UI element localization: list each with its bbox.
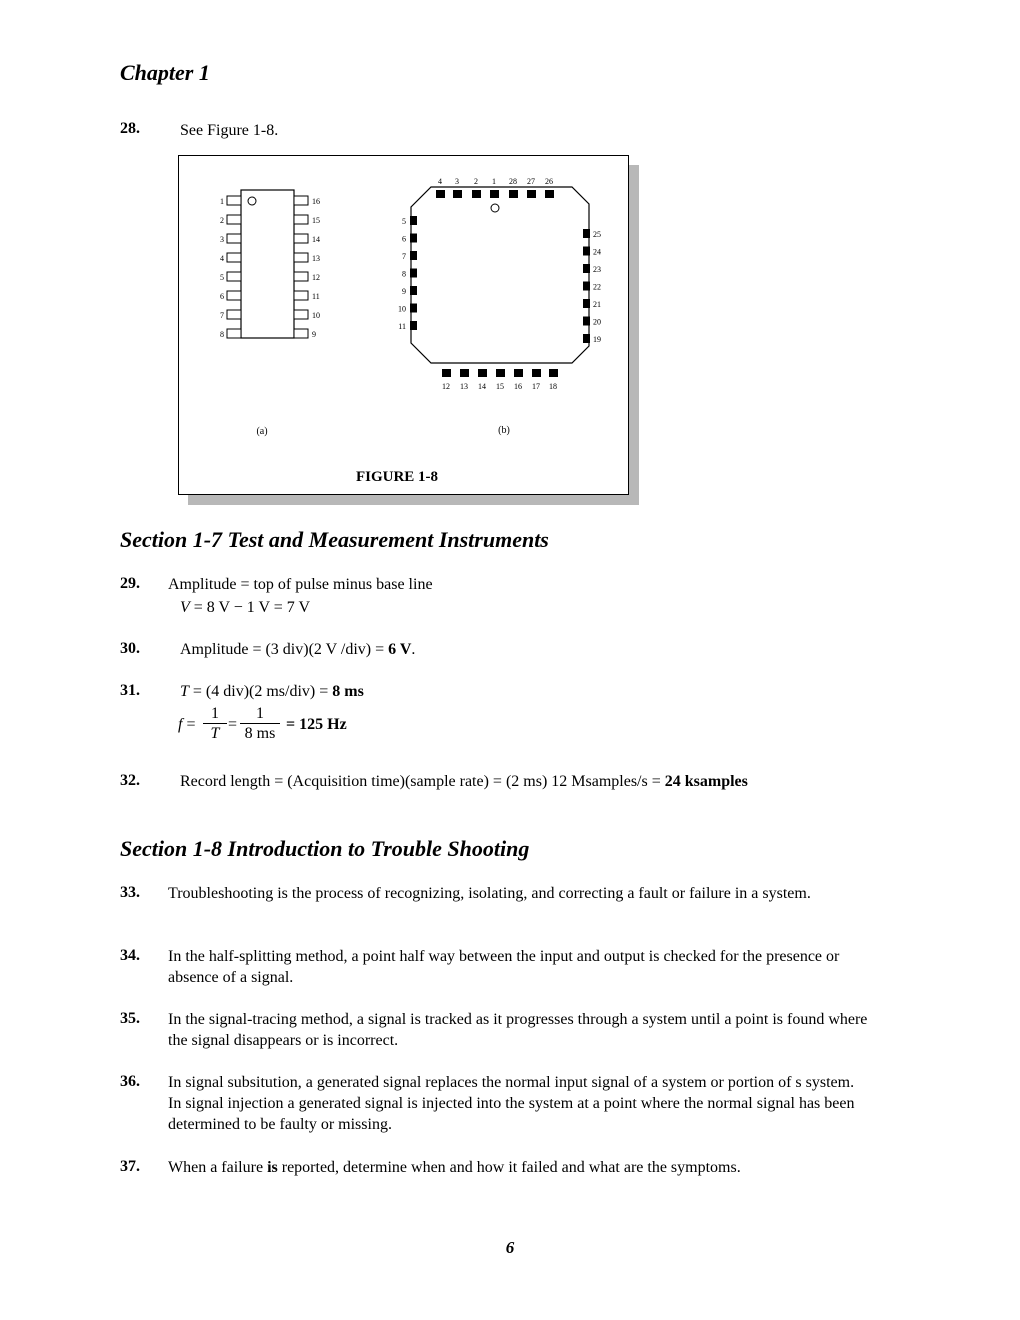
question-number: 32. [120, 772, 140, 789]
plcc-pin-label: 3 [455, 177, 459, 186]
answer-value: 8 ms [332, 683, 364, 700]
plcc-pin [453, 190, 462, 198]
answer-tail: . [411, 641, 416, 658]
dip-pin-label: 1 [220, 197, 224, 206]
plcc-pin [532, 369, 541, 377]
question-text: See Figure 1-8. [180, 122, 279, 139]
equation-text: = 8 V − 1 V = 7 V [189, 599, 311, 616]
question-number: 34. [120, 947, 140, 964]
plcc-pin [410, 234, 417, 243]
plcc-pin-label: 24 [593, 247, 601, 257]
dip-pin-label: 16 [312, 197, 320, 206]
dip-pin [294, 329, 308, 338]
question-number: 30. [120, 640, 140, 657]
plcc-pin-label: 9 [402, 287, 406, 296]
plcc-pin [490, 190, 499, 198]
question-text: Troubleshooting is the process of recognizing, isolating, and correcting a fault or failure in a system. [168, 885, 811, 902]
dip-pin-label: 2 [220, 216, 224, 225]
answer-text: When a failure [168, 1159, 268, 1176]
dip-pin-label: 4 [220, 254, 224, 263]
figure-label-a: (a) [256, 426, 268, 437]
plcc-pin-label: 17 [532, 382, 540, 391]
answer-text: Amplitude = (3 div)(2 V /div) = [180, 641, 389, 658]
dip-pin-label: 5 [220, 273, 224, 282]
plcc-pin-label: 28 [509, 177, 517, 186]
dip-pin [294, 196, 308, 205]
plcc-pin-label: 5 [402, 217, 406, 226]
plcc-pin-label: 6 [402, 234, 406, 244]
dip-pin-label: 10 [312, 311, 320, 320]
question-text: In signal subsitution, a generated signal replaces the normal input signal of a system or portion of s system. In signal injection a generated signal is injected into the system at a point where the normal signal has been determined to be faulty or missing. [168, 1074, 855, 1133]
variable-f: f [178, 716, 183, 733]
dip-pin [227, 196, 241, 205]
variable-v: V [180, 599, 190, 616]
dip-pin-label: 15 [312, 216, 320, 225]
question-number: 36. [120, 1073, 140, 1090]
plcc-pin-label: 22 [593, 282, 601, 292]
variable-t: T [180, 683, 189, 700]
fraction-2 [240, 705, 280, 744]
question-number: 37. [120, 1158, 140, 1175]
plcc-pin-label: 1 [492, 177, 496, 186]
figure-1-8 [178, 155, 629, 495]
question-text [180, 639, 880, 660]
page-number: 6 [505, 1238, 515, 1257]
dip-pin [294, 272, 308, 281]
plcc-pin [410, 269, 417, 278]
dip-pin [227, 310, 241, 319]
figure-drawing [179, 156, 628, 494]
question-text: Amplitude = top of pulse minus base line [168, 576, 433, 593]
answer-value: 6 V [388, 641, 412, 658]
plcc-pin [478, 369, 487, 377]
chapter-heading: Chapter 1 [120, 60, 210, 85]
frequency-equation-lhs [178, 716, 195, 734]
plcc-pin-label: 23 [593, 265, 601, 274]
dip-pin [227, 253, 241, 262]
plcc-pin [460, 369, 469, 377]
fraction-numerator: 1 [211, 705, 219, 722]
plcc-pin-label: 20 [593, 317, 601, 327]
question-number: 28. [120, 120, 140, 137]
dip-pin-label: 3 [220, 235, 224, 244]
plcc-pin-label: 27 [527, 177, 535, 186]
question-text [180, 771, 940, 792]
question-text: In the signal-tracing method, a signal is tracked as it progresses through a system until a point is found where the signal disappears or is incorrect. [168, 1011, 868, 1049]
figure-caption: FIGURE 1-8 [355, 469, 439, 485]
plcc-pin-label: 4 [438, 177, 442, 186]
plcc-pin [410, 251, 417, 260]
plcc-pin [509, 190, 518, 198]
dip-pin-label: 7 [220, 311, 224, 320]
equals-sign: = [228, 716, 238, 733]
dip-pin-label: 8 [220, 330, 224, 339]
question-number: 33. [120, 884, 140, 901]
fraction-denominator: 8 ms [240, 723, 280, 744]
section-heading-1-7: Section 1-7 Test and Measurement Instruments [120, 527, 549, 552]
plcc-pin [410, 286, 417, 295]
question-number: 29. [120, 575, 140, 592]
dip-pin [294, 215, 308, 224]
dip-pin-label: 11 [312, 292, 320, 301]
plcc-pin [545, 190, 554, 198]
plcc-pin-label: 21 [593, 300, 601, 309]
answer-text: reported, determine when and how it failed and what are the symptoms. [277, 1159, 741, 1176]
dip-pin [294, 253, 308, 262]
plcc-pin [410, 216, 417, 225]
plcc-pin [583, 229, 590, 238]
equals-sign: = [182, 716, 196, 733]
plcc-pin [527, 190, 536, 198]
dip-pin [227, 215, 241, 224]
plcc-pin [410, 304, 417, 313]
plcc-pin [583, 299, 590, 308]
plcc-pin-label: 12 [442, 382, 450, 391]
answer-value: 24 ksamples [664, 773, 748, 790]
dip-pin [294, 310, 308, 319]
plcc-pin-label: 11 [398, 322, 406, 331]
section-heading-1-8: Section 1-8 Introduction to Trouble Shooting [120, 836, 530, 861]
dip-pin-label: 12 [312, 273, 320, 282]
plcc-pin-label: 8 [402, 269, 406, 279]
plcc-package-body [411, 187, 589, 363]
plcc-pin [549, 369, 558, 377]
plcc-pin [583, 334, 590, 343]
plcc-pin-label: 2 [474, 177, 478, 186]
question-number: 35. [120, 1010, 140, 1027]
dip-pin [227, 234, 241, 243]
plcc-pin-label: 16 [514, 382, 522, 391]
plcc-pin [436, 190, 445, 198]
plcc-pin [583, 317, 590, 326]
fraction-denominator: T [203, 723, 227, 744]
plcc-pin [472, 190, 481, 198]
plcc-pin-label: 7 [402, 252, 406, 261]
plcc-pin [410, 321, 417, 330]
dip-pin [294, 291, 308, 300]
answer-emphasis: is [267, 1159, 278, 1176]
question-text [168, 1157, 868, 1178]
plcc-pin-label: 18 [549, 382, 557, 391]
dip-pin-label: 9 [312, 330, 316, 339]
fraction-numerator: 1 [256, 705, 264, 722]
question-number: 31. [120, 682, 140, 699]
dip-pin-label: 13 [312, 254, 320, 263]
equation-text: = (4 div)(2 ms/div) = [188, 683, 333, 700]
question-text [180, 681, 880, 702]
plcc-pin-label: 14 [478, 382, 486, 391]
plcc-pin [514, 369, 523, 377]
dip-pin [294, 234, 308, 243]
plcc-pin-label: 10 [398, 304, 406, 314]
plcc-pin-label: 19 [593, 335, 601, 344]
answer-text: Record length = (Acquisition time)(sample rate) = (2 ms) 12 Msamples/s = [180, 773, 665, 790]
answer-value: = 125 Hz [286, 716, 347, 733]
plcc-pin-label: 25 [593, 230, 601, 239]
plcc-pin [583, 247, 590, 256]
dip-pin [227, 329, 241, 338]
plcc-pin [583, 282, 590, 291]
dip-pin-label: 14 [312, 235, 320, 244]
fraction-1 [203, 705, 227, 744]
plcc-pin-label: 15 [496, 382, 504, 391]
question-equation [180, 597, 310, 618]
question-text: In the half-splitting method, a point half way between the input and output is checked for the presence or absence of a signal. [168, 948, 840, 986]
plcc-pin [442, 369, 451, 377]
figure-label-b: (b) [498, 425, 510, 436]
plcc-pin-label: 13 [460, 382, 468, 391]
plcc-pin [496, 369, 505, 377]
plcc-pin [583, 264, 590, 273]
dip-pin [227, 291, 241, 300]
dip-pin [227, 272, 241, 281]
dip-pin-label: 6 [220, 292, 224, 301]
dip-package-body [241, 190, 294, 338]
plcc-pin-label: 26 [545, 177, 553, 186]
